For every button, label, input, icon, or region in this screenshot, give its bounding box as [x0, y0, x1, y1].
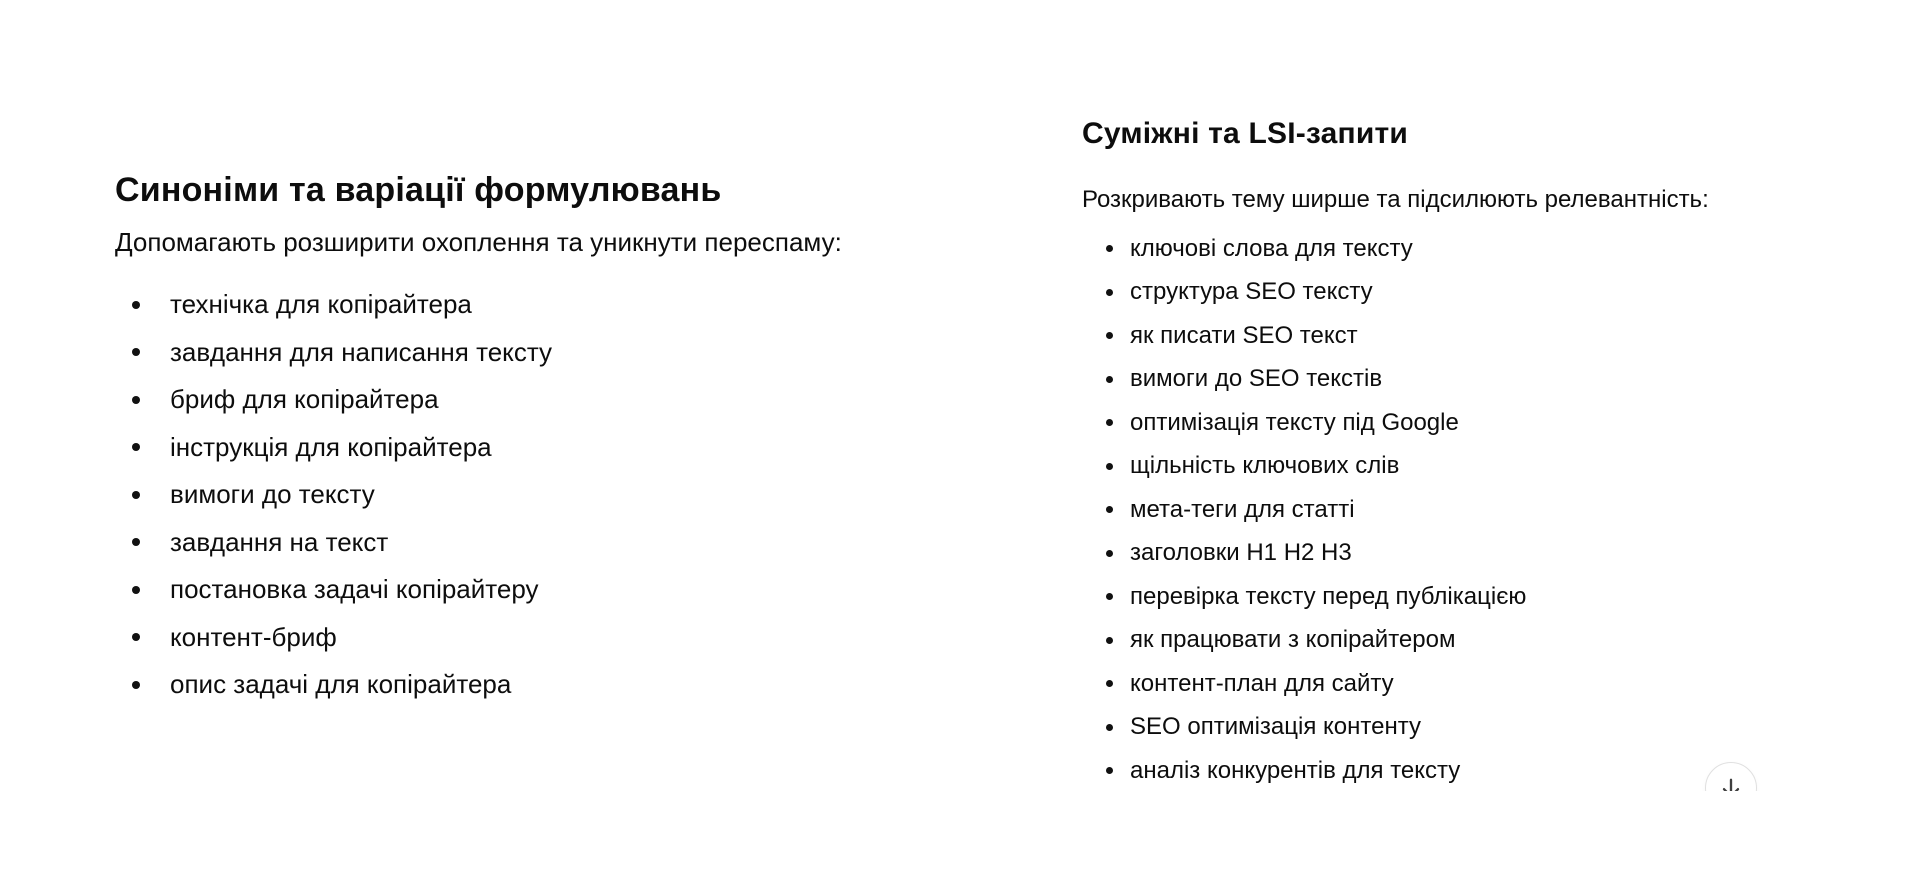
bullet-icon	[1106, 637, 1113, 644]
bullet-icon	[132, 491, 140, 499]
list-item-label: як працювати з копірайтером	[1130, 626, 1456, 654]
list-item-label: контент-план для сайту	[1130, 669, 1394, 697]
list-item-label: бриф для копірайтера	[170, 384, 439, 415]
list-item-label: аналіз конкурентів для тексту	[1130, 756, 1461, 784]
bullet-icon	[1106, 550, 1113, 557]
list-item	[115, 471, 855, 519]
list-item-label: заголовки H1 H2 H3	[1130, 539, 1352, 567]
list-item	[1082, 662, 1862, 706]
list-item	[115, 281, 855, 329]
bullet-icon	[132, 586, 140, 594]
list-item-label: SEO оптимізація контенту	[1130, 713, 1421, 741]
bullet-icon	[1106, 332, 1113, 339]
list-item	[1082, 358, 1862, 402]
list-item-label: технічка для копірайтера	[170, 289, 472, 320]
list-item	[1082, 706, 1862, 750]
list-item-label: завдання на текст	[170, 526, 389, 557]
list-item-label: опис задачі для копірайтера	[170, 669, 512, 700]
bullet-icon	[1106, 376, 1113, 383]
bullet-icon	[1106, 593, 1113, 600]
list-item-label: ключові слова для тексту	[1130, 234, 1413, 262]
bullet-icon	[1106, 680, 1113, 687]
bullet-icon	[1106, 289, 1113, 296]
list-item	[1082, 488, 1862, 532]
list-item	[1082, 314, 1862, 358]
bullet-icon	[132, 538, 140, 546]
list-item	[1082, 227, 1862, 271]
list-item-label: вимоги до тексту	[170, 479, 375, 510]
list-item	[1082, 575, 1862, 619]
list-item-label: як писати SEO текст	[1130, 321, 1358, 349]
list-item	[1082, 401, 1862, 445]
list-item	[1082, 271, 1862, 315]
list-item	[115, 566, 855, 614]
list-item	[1082, 445, 1862, 489]
bullet-icon	[132, 396, 140, 404]
bullet-icon	[1106, 419, 1113, 426]
bullet-icon	[1106, 245, 1113, 252]
bullet-list	[115, 281, 855, 709]
list-item	[1082, 619, 1862, 663]
bottom-bar	[0, 791, 1920, 878]
list-item	[115, 376, 855, 424]
bullet-icon	[132, 348, 140, 356]
list-item-label: контент-бриф	[170, 621, 337, 652]
list-item	[115, 661, 855, 709]
list-item-label: постановка задачі копірайтеру	[170, 574, 539, 605]
bullet-icon	[1106, 463, 1113, 470]
bullet-icon	[132, 633, 140, 641]
bullet-icon	[132, 681, 140, 689]
section-heading: Синоніми та варіації формулювань	[115, 171, 722, 209]
bullet-list	[1082, 227, 1862, 793]
bullet-icon	[132, 301, 140, 309]
list-item	[1082, 532, 1862, 576]
list-item-label: завдання для написання тексту	[170, 336, 553, 367]
list-item-label: структура SEO тексту	[1130, 278, 1373, 306]
bullet-icon	[1106, 506, 1113, 513]
list-item-label: оптимізація тексту під Google	[1130, 408, 1459, 436]
section-intro: Допомагають розширити охоплення та уникнути переспаму:	[115, 227, 842, 257]
list-item	[115, 519, 855, 567]
bullet-icon	[132, 443, 140, 451]
bullet-icon	[1106, 724, 1113, 731]
section-heading: Суміжні та LSI-запити	[1082, 117, 1409, 150]
section-synonyms	[115, 170, 855, 709]
list-item	[115, 424, 855, 472]
list-item-label: інструкція для копірайтера	[170, 431, 492, 462]
list-item	[115, 329, 855, 377]
section-lsi-queries	[1082, 116, 1862, 793]
list-item-label: перевірка тексту перед публікацією	[1130, 582, 1527, 610]
list-item	[115, 614, 855, 662]
list-item-label: щільність ключових слів	[1130, 452, 1400, 480]
bullet-icon	[1106, 767, 1113, 774]
section-intro: Розкривають тему ширше та підсилюють релевантність:	[1082, 186, 1709, 213]
list-item-label: вимоги до SEO текстів	[1130, 365, 1383, 393]
list-item-label: мета-теги для статті	[1130, 495, 1355, 523]
